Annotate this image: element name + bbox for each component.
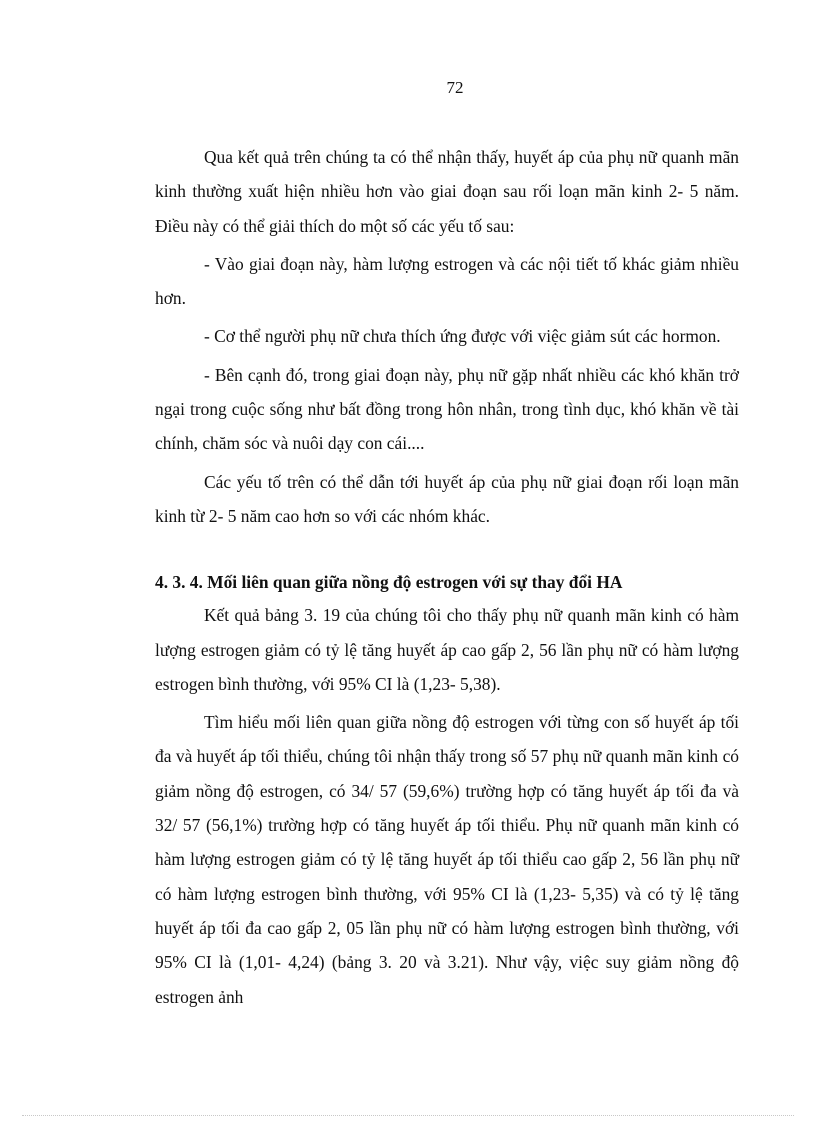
paragraph-conclusion: Các yếu tố trên có thể dẫn tới huyết áp của phụ nữ giai đoạn rối loạn mãn kinh từ 2- 5 năm cao hơn so với các nhóm khác.: [155, 471, 739, 526]
paragraph-intro: Qua kết quả trên chúng ta có thể nhận thấy, huyết áp của phụ nữ quanh mãn kinh thường xuất hiện nhiều hơn vào giai đoạn sau rối loạn mãn kinh 2- 5 năm. Điều này có thể giải thích do một số các yếu tố sau:: [155, 147, 739, 236]
paragraph-bullet-hormone: - Vào giai đoạn này, hàm lượng estrogen và các nội tiết tố khác giảm nhiều hơn.: [155, 253, 739, 309]
paragraph-bullet-life-difficulties: - Bên cạnh đó, trong giai đoạn này, phụ nữ gặp nhất nhiều các khó khăn trở ngại trong cuộc sống như bất đồng trong hôn nhân, trong tình dục, khó khăn về tài chính, chăm sóc và nuôi dạy con cái....: [155, 364, 739, 454]
paragraph-bullet-adaptation: - Cơ thể người phụ nữ chưa thích ứng được với việc giảm sút các hormon.: [204, 326, 721, 347]
section-heading: 4. 3. 4. Mối liên quan giữa nồng độ estrogen với sự thay đổi HA: [155, 572, 623, 593]
page-body: [155, 140, 739, 1014]
paragraph-blood-pressure-analysis: Tìm hiểu mối liên quan giữa nồng độ estrogen với từng con số huyết áp tối đa và huyết áp tối thiểu, chúng tôi nhận thấy trong số 57 phụ nữ quanh mãn kinh có giảm nồng độ estrogen, có 34/ 57 (59,6%) trường hợp có tăng huyết áp tối đa và 32/ 57 (56,1%) trường hợp có tăng huyết áp tối thiểu. Phụ nữ quanh mãn kinh có hàm lượng estrogen giảm có tỷ lệ tăng huyết áp tối thiểu cao gấp 2, 56 lần phụ nữ có hàm lượng estrogen bình thường, với 95% CI là (1,23- 5,35) và có tỷ lệ tăng huyết áp tối đa cao gấp 2, 05 lần phụ nữ có hàm lượng estrogen bình thường, với 95% CI là (1,01- 4,24) (bảng 3. 20 và 3.21). Như vậy, việc suy giảm nồng độ estrogen ảnh: [155, 712, 739, 1007]
paragraph-table-3-19: Kết quả bảng 3. 19 của chúng tôi cho thấy phụ nữ quanh mãn kinh có hàm lượng estrogen giảm có tỷ lệ tăng huyết áp cao gấp 2, 56 lần phụ nữ có hàm lượng estrogen bình thường, với 95% CI là (1,23- 5,38).: [155, 605, 739, 694]
page-number: 72: [446, 78, 464, 97]
page-bottom-divider: [22, 1115, 794, 1116]
